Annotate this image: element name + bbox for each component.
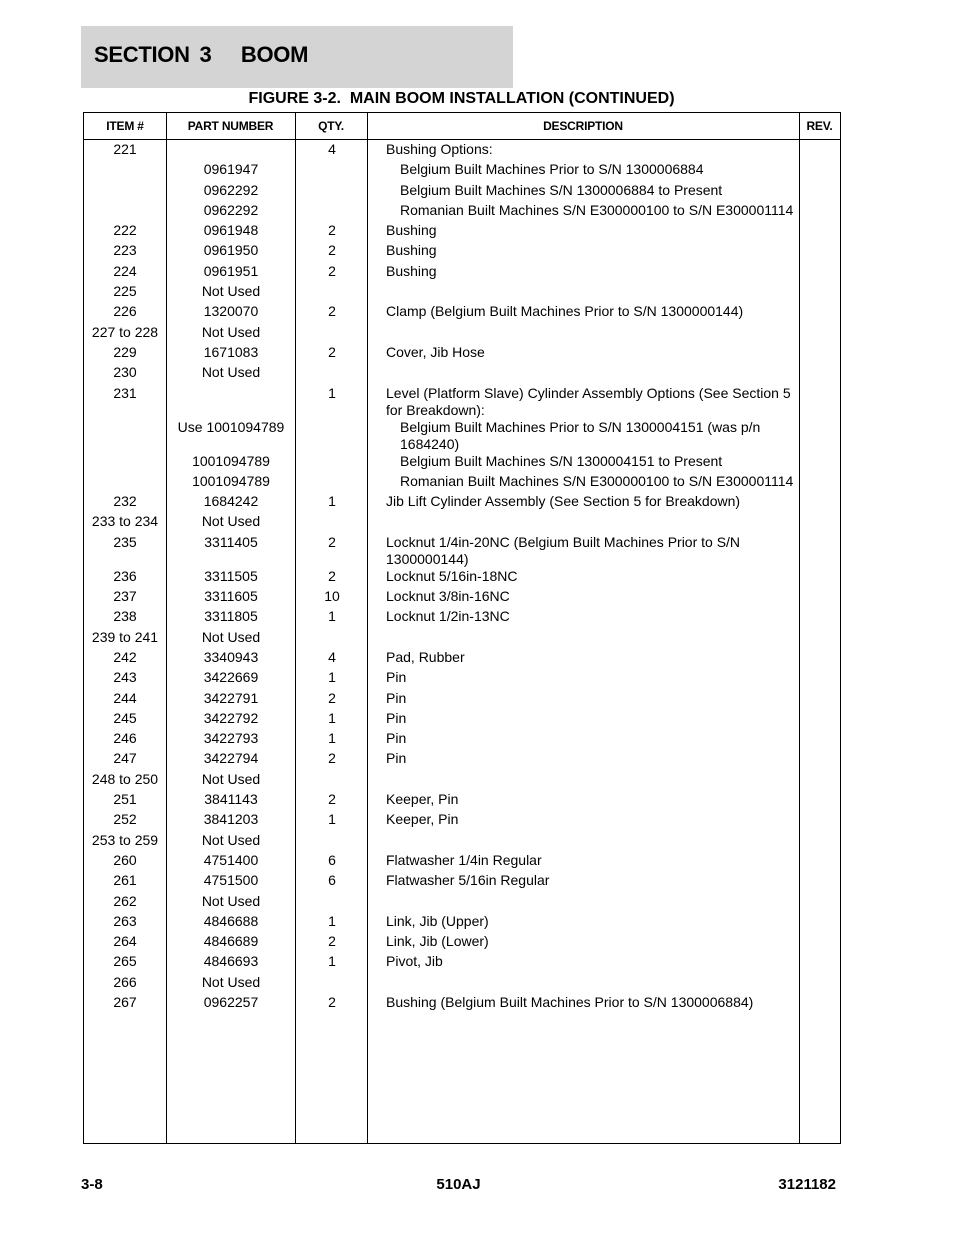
description-cell: Link, Jib (Upper)	[386, 912, 489, 929]
table-row	[84, 161, 840, 181]
description-cell: Pin	[386, 669, 407, 686]
table-row	[84, 791, 840, 811]
description-cell	[386, 832, 796, 849]
part-number-cell: 3311605	[204, 588, 258, 605]
description-cell: Locknut 3/8in-16NC	[386, 588, 510, 605]
part-number-cell: 0961951	[203, 262, 259, 279]
quantity-cell: 2	[328, 533, 336, 550]
table-row	[84, 608, 840, 628]
table-row	[84, 588, 840, 608]
item-number-cell: 247	[113, 750, 137, 767]
description-cell	[386, 771, 796, 788]
table-row	[84, 933, 840, 953]
item-number-cell: 232	[113, 493, 137, 510]
item-number-cell: 261	[113, 872, 137, 889]
table-row	[84, 493, 840, 513]
column-header-qty: QTY.	[318, 119, 344, 133]
section-banner	[81, 26, 513, 88]
table-row	[84, 182, 840, 202]
table-row	[84, 893, 840, 913]
item-number-cell: 226	[113, 303, 137, 320]
table-row	[84, 649, 840, 669]
description-cell: Locknut 1/2in-13NC	[386, 608, 510, 625]
part-number-cell: 4846688	[203, 912, 259, 929]
part-number-cell: Not Used	[201, 364, 261, 381]
item-number-cell: 262	[113, 892, 137, 909]
table-row	[84, 385, 840, 419]
description-cell: Belgium Built Machines Prior to S/N 1300006884	[400, 161, 704, 178]
part-number-cell: 4846693	[203, 953, 259, 970]
description-cell	[386, 513, 796, 530]
table-row	[84, 852, 840, 872]
description-cell: Romanian Built Machines S/N E300000100 to S/N E300001114	[400, 472, 794, 489]
item-number-cell: 252	[113, 811, 137, 828]
item-number-cell: 266	[113, 973, 137, 990]
part-number-cell: Not Used	[201, 628, 261, 645]
part-number-cell: Not Used	[201, 513, 261, 530]
item-number-cell: 225	[113, 283, 137, 300]
part-number-cell: 1684242	[203, 493, 259, 510]
quantity-cell: 10	[324, 588, 340, 605]
description-cell: Pin	[386, 709, 407, 726]
part-number-cell: 4846689	[203, 933, 259, 950]
table-row	[84, 473, 840, 493]
quantity-cell: 2	[328, 993, 336, 1010]
part-number-cell: 0962257	[203, 993, 259, 1010]
description-cell: Belgium Built Machines S/N 1300006884 to Present	[400, 181, 723, 198]
description-cell: Level (Platform Slave) Cylinder Assembly Options (See Section 5 for Breakdown):	[386, 384, 791, 418]
quantity-cell: 1	[328, 811, 336, 828]
table-row	[84, 710, 840, 730]
table-row	[84, 771, 840, 791]
part-number-cell: 3841143	[204, 791, 258, 808]
part-number-cell: 0961950	[203, 242, 259, 259]
description-cell	[386, 324, 796, 341]
table-row	[84, 690, 840, 710]
table-row	[84, 364, 840, 384]
quantity-cell: 2	[328, 750, 336, 767]
quantity-cell: 1	[328, 953, 336, 970]
description-cell	[386, 629, 796, 646]
description-cell: Bushing	[386, 222, 437, 239]
description-cell: Romanian Built Machines S/N E300000100 to S/N E300001114	[400, 201, 794, 218]
part-number-cell: 3422794	[203, 750, 259, 767]
item-number-cell: 229	[113, 343, 137, 360]
column-header-rev: REV.	[806, 119, 833, 133]
item-number-cell: 244	[113, 689, 137, 706]
table-row	[84, 953, 840, 973]
item-number-cell: 230	[113, 364, 137, 381]
part-number-cell: 0961948	[203, 222, 259, 239]
table-row	[84, 534, 840, 568]
item-number-cell: 264	[113, 933, 137, 950]
description-cell: Pad, Rubber	[386, 648, 465, 665]
item-number-cell: 248 to 250	[91, 770, 159, 787]
description-cell: Locknut 5/16in-18NC	[386, 567, 518, 584]
quantity-cell: 2	[328, 242, 336, 259]
section-title: SECTION 3 BOOM	[94, 42, 309, 67]
part-number-cell: 0961947	[203, 161, 259, 178]
part-number-cell: 3311505	[204, 567, 258, 584]
quantity-cell: 2	[328, 689, 336, 706]
item-number-cell: 222	[113, 222, 137, 239]
table-body	[84, 141, 840, 1014]
table-row	[84, 324, 840, 344]
item-number-cell: 263	[113, 912, 137, 929]
description-cell: Bushing (Belgium Built Machines Prior to S/N 1300006884)	[386, 993, 754, 1010]
part-number-cell: 1320070	[203, 303, 259, 320]
part-number-cell: 4751400	[203, 851, 259, 868]
table-row	[84, 242, 840, 262]
quantity-cell: 2	[328, 262, 336, 279]
item-number-cell: 267	[113, 993, 137, 1010]
table-row	[84, 811, 840, 831]
document-number: 3121182	[778, 1176, 836, 1193]
description-cell: Pivot, Jib	[386, 953, 443, 970]
quantity-cell: 4	[328, 648, 336, 665]
quantity-cell: 1	[328, 493, 336, 510]
part-number-cell: 3311805	[204, 608, 258, 625]
quantity-cell: 2	[328, 343, 336, 360]
column-header-description: DESCRIPTION	[543, 119, 623, 133]
table-row	[84, 344, 840, 364]
description-cell	[386, 974, 796, 991]
item-number-cell: 265	[113, 953, 137, 970]
table-row	[84, 913, 840, 933]
part-number-cell: 3340943	[203, 648, 259, 665]
description-cell: Pin	[386, 730, 407, 747]
quantity-cell: 4	[328, 141, 336, 157]
part-number-cell: 3422793	[203, 730, 259, 747]
description-cell: Pin	[386, 689, 407, 706]
column-header-part-number: PART NUMBER	[187, 119, 274, 133]
quantity-cell: 2	[328, 567, 336, 584]
item-number-cell: 243	[113, 669, 137, 686]
item-number-cell: 231	[113, 384, 137, 401]
description-cell: Clamp (Belgium Built Machines Prior to S/N 1300000144)	[386, 303, 744, 320]
description-cell: Locknut 1/4in-20NC (Belgium Built Machines Prior to S/N 1300000144)	[386, 533, 741, 567]
quantity-cell: 1	[328, 709, 336, 726]
table-row	[84, 750, 840, 770]
table-row	[84, 994, 840, 1014]
table-row	[84, 629, 840, 649]
item-number-cell: 237	[113, 588, 137, 605]
description-cell: Keeper, Pin	[386, 791, 459, 808]
page-number: 3-8	[81, 1176, 103, 1193]
description-cell: Pin	[386, 750, 407, 767]
item-number-cell: 221	[113, 141, 137, 157]
table-row	[84, 513, 840, 533]
description-cell: Bushing	[386, 262, 437, 279]
part-number-cell: 0962292	[203, 181, 259, 198]
part-number-cell: 3422792	[203, 709, 259, 726]
quantity-cell: 1	[328, 608, 336, 625]
description-cell: Bushing	[386, 242, 437, 259]
table-row	[84, 872, 840, 892]
figure-title: FIGURE 3-2. MAIN BOOM INSTALLATION (CONTINUED)	[248, 90, 675, 107]
description-cell: Keeper, Pin	[386, 811, 459, 828]
quantity-cell: 6	[328, 851, 336, 868]
quantity-cell: 2	[328, 222, 336, 239]
item-number-cell: 242	[113, 648, 137, 665]
item-number-cell: 253 to 259	[91, 831, 159, 848]
quantity-cell: 2	[328, 791, 336, 808]
part-number-cell: 3422669	[203, 669, 259, 686]
part-number-cell: 3841203	[203, 811, 259, 828]
table-row	[84, 419, 840, 453]
item-number-cell: 251	[113, 791, 137, 808]
table-row	[84, 832, 840, 852]
description-cell: Belgium Built Machines Prior to S/N 1300004151 (was p/n 1684240)	[400, 418, 761, 452]
table-row	[84, 202, 840, 222]
part-number-cell: 1671083	[203, 343, 259, 360]
parts-table	[83, 112, 841, 1144]
table-row	[84, 263, 840, 283]
description-cell: Jib Lift Cylinder Assembly (See Section 5 for Breakdown)	[386, 493, 741, 510]
table-row	[84, 303, 840, 323]
item-number-cell: 245	[113, 709, 137, 726]
description-cell	[386, 283, 796, 300]
quantity-cell: 1	[328, 912, 336, 929]
item-number-cell: 236	[113, 567, 137, 584]
item-number-cell: 238	[113, 608, 137, 625]
part-number-cell: Not Used	[201, 283, 261, 300]
part-number-cell: 0962292	[203, 201, 259, 218]
part-number-cell: Not Used	[201, 323, 261, 340]
table-row	[84, 974, 840, 994]
description-cell: Bushing Options:	[386, 141, 493, 157]
part-number-cell: 3422791	[203, 689, 259, 706]
description-cell	[386, 364, 796, 381]
part-number-cell: Not Used	[201, 770, 261, 787]
part-number-cell: Not Used	[201, 973, 261, 990]
item-number-cell: 239 to 241	[91, 628, 159, 645]
description-cell: Belgium Built Machines S/N 1300004151 to Present	[400, 452, 723, 469]
column-header-item: ITEM #	[106, 119, 144, 133]
part-number-cell: 4751500	[203, 872, 259, 889]
table-row	[84, 730, 840, 750]
description-cell: Cover, Jib Hose	[386, 343, 485, 360]
quantity-cell: 1	[328, 384, 336, 401]
quantity-cell: 2	[328, 933, 336, 950]
part-number-cell: Not Used	[201, 892, 261, 909]
item-number-cell: 246	[113, 730, 137, 747]
table-row	[84, 141, 840, 161]
item-number-cell: 233 to 234	[91, 513, 159, 530]
table-row	[84, 283, 840, 303]
quantity-cell: 1	[328, 669, 336, 686]
description-cell	[386, 893, 796, 910]
part-number-cell: Not Used	[201, 831, 261, 848]
table-row	[84, 669, 840, 689]
table-row	[84, 453, 840, 473]
quantity-cell: 1	[328, 730, 336, 747]
item-number-cell: 260	[113, 851, 137, 868]
description-cell: Link, Jib (Lower)	[386, 933, 489, 950]
quantity-cell: 6	[328, 872, 336, 889]
table-row	[84, 568, 840, 588]
part-number-cell: 1001094789	[192, 472, 270, 489]
description-cell: Flatwasher 1/4in Regular	[386, 851, 542, 868]
part-number-cell: Use 1001094789	[177, 418, 285, 435]
item-number-cell: 223	[113, 242, 137, 259]
model-name: 510AJ	[436, 1176, 481, 1193]
part-number-cell: 3311405	[204, 533, 258, 550]
item-number-cell: 224	[113, 262, 137, 279]
table-row	[84, 222, 840, 242]
item-number-cell: 235	[113, 533, 137, 550]
description-cell: Flatwasher 5/16in Regular	[386, 872, 550, 889]
table-header-row	[84, 113, 840, 140]
part-number-cell: 1001094789	[192, 452, 270, 469]
item-number-cell: 227 to 228	[91, 323, 159, 340]
quantity-cell: 2	[328, 303, 336, 320]
